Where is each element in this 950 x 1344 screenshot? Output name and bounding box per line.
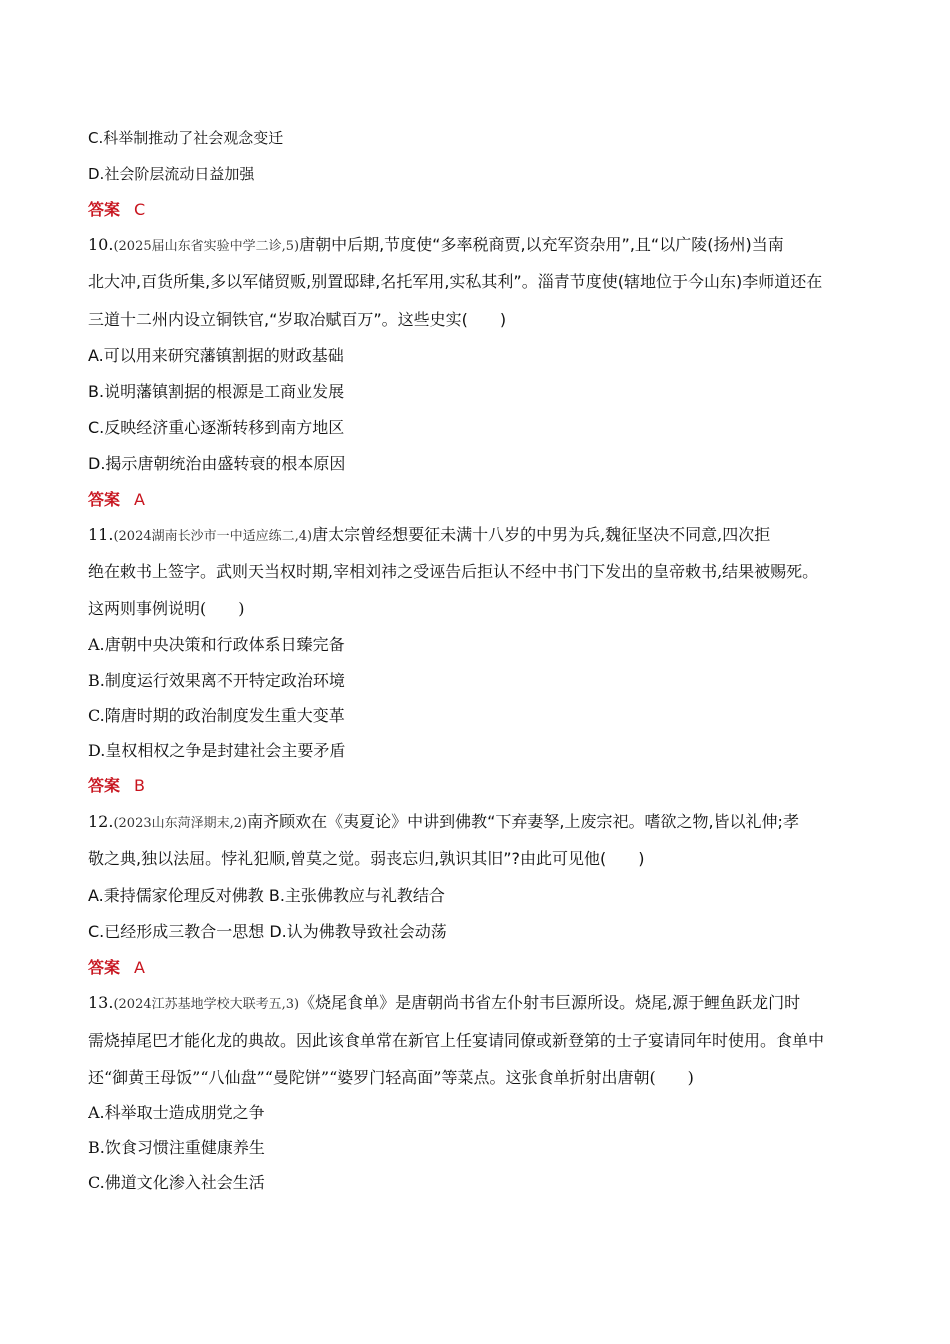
q10-option-c: C.反映经济重心逐渐转移到南方地区 <box>88 418 345 437</box>
stem-text: 南齐顾欢在《夷夏论》中讲到佛教“下弃妻孥,上废宗祀。嗜欲之物,皆以礼伸;孝 <box>247 812 799 831</box>
q11-stem-line2: 绝在敕书上签字。武则天当权时期,宰相刘祎之受诬告后拒认不经中书门下发出的皇帝敕书,结果被赐死。 <box>88 562 819 581</box>
question-number: 10. <box>88 235 114 254</box>
q13-option-c: C.佛道文化渗入社会生活 <box>88 1173 265 1192</box>
q10-stem-line2: 北大冲,百货所集,多以军储贸贩,别置邸肆,名托军用,实私其利”。淄青节度使(辖地位于今山东)李师道还在 <box>88 272 823 291</box>
q10-stem-line1 <box>88 234 868 258</box>
q13-stem-line1 <box>88 992 868 1016</box>
q11-option-d: D.皇权相权之争是封建社会主要矛盾 <box>88 741 346 760</box>
answer-label: 答案 <box>88 200 121 219</box>
q12-answer <box>88 957 868 979</box>
stem-text: 唐朝中后期,节度使“多率税商贾,以充军资杂用”,且“以广陵(扬州)当南 <box>299 235 784 254</box>
q11-option-a: A.唐朝中央决策和行政体系日臻完备 <box>88 635 345 654</box>
q13-stem-line3: 还“御黄王母饭”“八仙盘”“曼陀饼”“婆罗门轻高面”等菜点。这张食单折射出唐朝( ) <box>88 1068 694 1087</box>
question-number: 13. <box>88 993 114 1012</box>
q12-options-ab: A.秉持儒家伦理反对佛教 B.主张佛教应与礼教结合 <box>88 886 445 905</box>
answer-value: A <box>134 490 145 509</box>
q11-stem-line3: 这两则事例说明( ) <box>88 599 245 618</box>
q9-option-c: C.科举制推动了社会观念变迁 <box>88 129 284 147</box>
answer-value: A <box>134 958 145 977</box>
q12-stem-line2: 敬之典,独以法屈。悖礼犯顺,曾莫之觉。弱丧忘归,孰识其旧”?由此可见他( ) <box>88 849 645 868</box>
q10-stem-line3: 三道十二州内设立铜铁官,“岁取冶赋百万”。这些史实( ) <box>88 310 507 329</box>
q10-option-d: D.揭示唐朝统治由盛转衰的根本原因 <box>88 454 346 473</box>
q12-options-cd: C.已经形成三教合一思想 D.认为佛教导致社会动荡 <box>88 922 447 941</box>
q11-option-b: B.制度运行效果离不开特定政治环境 <box>88 671 345 690</box>
question-source: (2023山东菏泽期末,2) <box>113 816 248 831</box>
q10-option-a: A.可以用来研究藩镇割据的财政基础 <box>88 346 344 365</box>
q11-answer <box>88 775 868 797</box>
question-source: (2025届山东省实验中学二诊,5) <box>113 239 300 254</box>
answer-value: B <box>134 776 145 795</box>
q9-answer <box>88 199 868 221</box>
q13-stem-line2: 需烧掉尾巴才能化龙的典故。因此该食单常在新官上任宴请同僚或新登第的士子宴请同年时使用。食单中 <box>88 1031 825 1050</box>
q12-stem-line1 <box>88 811 868 835</box>
question-number: 12. <box>88 812 114 831</box>
q10-option-b: B.说明藩镇割据的根源是工商业发展 <box>88 382 345 401</box>
q13-option-a: A.科举取士造成朋党之争 <box>88 1103 265 1122</box>
question-source: (2024江苏基地学校大联考五,3) <box>113 997 300 1012</box>
q11-option-c: C.隋唐时期的政治制度发生重大变革 <box>88 706 345 725</box>
question-source: (2024湖南长沙市一中适应练二,4) <box>113 529 313 544</box>
stem-text: 唐太宗曾经想要征未满十八岁的中男为兵,魏征坚决不同意,四次拒 <box>312 525 771 544</box>
question-number: 11. <box>88 525 114 544</box>
stem-text: 《烧尾食单》是唐朝尚书省左仆射韦巨源所设。烧尾,源于鲤鱼跃龙门时 <box>299 993 801 1012</box>
answer-label: 答案 <box>88 958 121 977</box>
answer-label: 答案 <box>88 776 121 795</box>
q11-stem-line1 <box>88 524 868 548</box>
q9-option-d: D.社会阶层流动日益加强 <box>88 165 255 183</box>
q13-option-b: B.饮食习惯注重健康养生 <box>88 1138 265 1157</box>
q10-answer <box>88 489 868 511</box>
answer-label: 答案 <box>88 490 121 509</box>
answer-value: C <box>134 200 146 219</box>
